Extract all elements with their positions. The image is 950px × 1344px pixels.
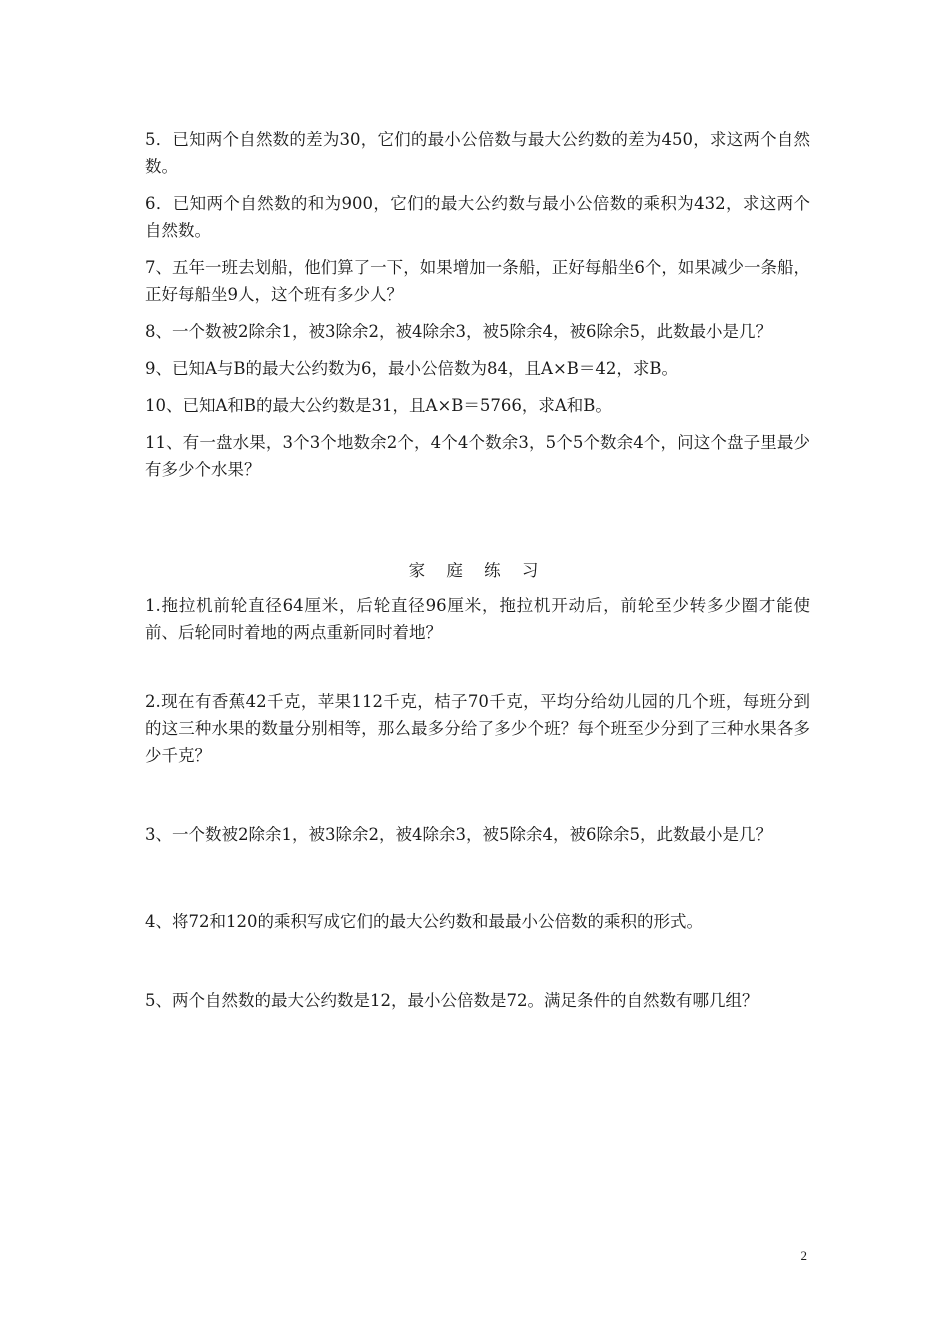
problem-6: 6．已知两个自然数的和为900，它们的最大公约数与最小公倍数的乘积为432，求这两个自然数。 xyxy=(145,194,810,240)
homework-item-5: 5、两个自然数的最大公约数是12，最小公倍数是72。满足条件的自然数有哪几组？ xyxy=(145,991,759,1010)
problem-5: 5．已知两个自然数的差为30，它们的最小公倍数与最大公约数的差为450，求这两个自然数。 xyxy=(145,130,810,176)
problem-11: 11、有一盘水果，3个3个地数余2个，4个4个数余3，5个5个数余4个，问这个盘子里最少有多少个水果？ xyxy=(145,433,810,479)
page-number: 2 xyxy=(800,1248,807,1263)
problem-8: 8、一个数被2除余1，被3除余2，被4除余3，被5除余4，被6除余5，此数最小是几？ xyxy=(145,322,772,341)
page-content xyxy=(145,126,810,1014)
homework-item-2: 2.现在有香蕉42千克，苹果112千克，桔子70千克，平均分给幼儿园的几个班，每班分到的这三种水果的数量分别相等，那么最多分给了多少个班？每个班至少分到了三种水果各多少千克？ xyxy=(145,692,810,765)
homework-section-title: 家 庭 练 习 xyxy=(408,561,547,580)
homework-item-3: 3、一个数被2除余1，被3除余2，被4除余3，被5除余4，被6除余5，此数最小是几？ xyxy=(145,825,772,844)
homework-item-1: 1.拖拉机前轮直径64厘米，后轮直径96厘米，拖拉机开动后，前轮至少转多少圈才能使前、后轮同时着地的两点重新同时着地？ xyxy=(145,596,810,642)
homework-item-4: 4、将72和120的乘积写成它们的最大公约数和最最小公倍数的乘积的形式。 xyxy=(145,912,703,931)
problem-10: 10、已知A和B的最大公约数是31，且A×B＝5766，求A和B。 xyxy=(145,396,612,415)
problem-7: 7、五年一班去划船，他们算了一下，如果增加一条船，正好每船坐6个，如果减少一条船，正好每船坐9人，这个班有多少人？ xyxy=(145,258,810,304)
problem-9: 9、已知A与B的最大公约数为6，最小公倍数为84，且A×B＝42，求B。 xyxy=(145,359,679,378)
